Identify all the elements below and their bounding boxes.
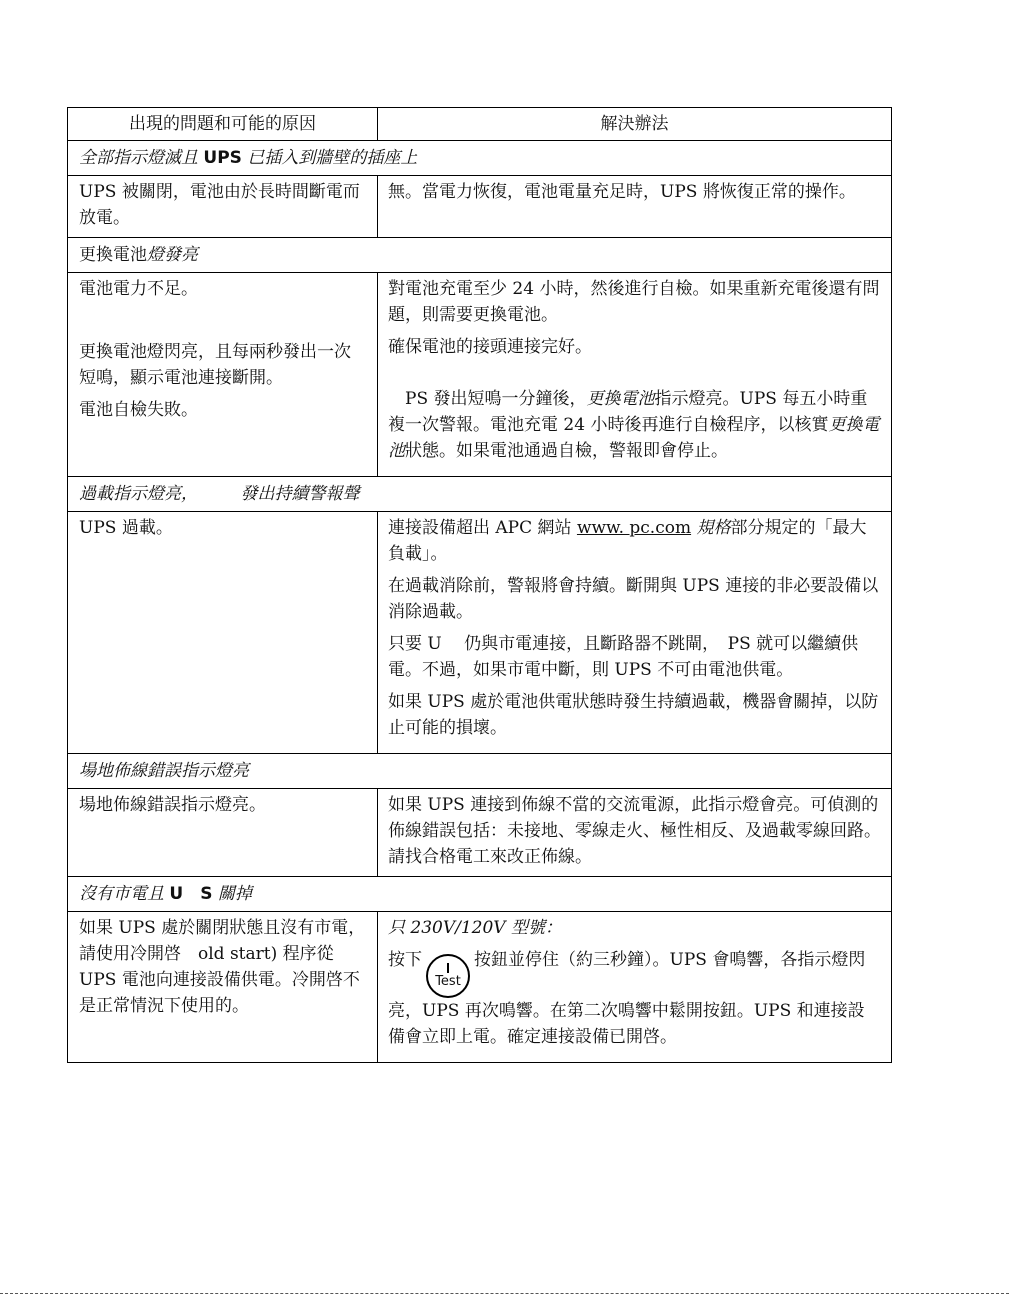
section-heading-no-utility-power — [68, 877, 892, 912]
test-button-label: Test — [435, 974, 461, 989]
section-heading-wiring-fault — [68, 754, 892, 789]
solution-fragment: 按下 — [388, 950, 422, 970]
header-solution: 解決辦法 — [378, 108, 892, 141]
section-heading-replace-battery — [68, 238, 892, 273]
table-row — [68, 273, 892, 477]
solution-fragment-italic: 更換電池 — [388, 415, 880, 461]
troubleshooting-table — [67, 107, 892, 1063]
solution-text — [388, 515, 881, 567]
solution-fragment-italic: 更換電池 — [586, 389, 655, 409]
section-title: 更換電池 — [79, 245, 147, 265]
section-title: 場地佈線錯誤指示燈亮 — [68, 754, 892, 789]
section-title: 已插入到牆壁的插座上 — [241, 148, 418, 168]
solution-fragment: 連接設備超出 APC 網站 — [388, 518, 577, 538]
table-row — [68, 512, 892, 754]
problem-cell: UPS 過載。 — [68, 512, 378, 754]
table-row — [68, 912, 892, 1063]
solution-fragment: 指示燈亮。UPS 每五小時重複一次警報。電池充電 24 小時後再進行自檢程序，以核實 — [388, 389, 868, 435]
apc-website-link[interactable]: www. pc.com — [576, 518, 692, 538]
problem-cell: UPS 被關閉，電池由於長時間斷電而放電。 — [68, 176, 378, 238]
section-heading-all-lights-off — [68, 141, 892, 176]
solution-fragment: 部分規定的「最大負載」。 — [388, 518, 867, 564]
table-header-row — [68, 108, 892, 141]
solution-fragment: PS 發出短鳴一分鐘後， — [388, 389, 587, 409]
solution-note: 只 230V/120V 型號： — [388, 918, 562, 938]
solution-fragment: 狀態。如果電池通過自檢，警報即會停止。 — [405, 441, 728, 461]
solution-text — [388, 947, 881, 1050]
solution-text: 只要 U 仍與市電連接，且斷路器不跳閘， PS 就可以繼續供電。不過，如果市電中斷，則 UPS 不可由電池供電。 — [388, 634, 859, 680]
solution-fragment-italic: 規格 — [696, 518, 731, 538]
section-title: 關掉 — [212, 884, 252, 904]
problem-text: 更換電池燈閃亮，且每兩秒發出一次短鳴，顯示電池連接斷開。 — [79, 342, 351, 388]
solution-text — [388, 386, 881, 464]
problem-cell: 場地佈線錯誤指示燈亮。 — [68, 789, 378, 877]
problem-text: 電池電力不足。 — [79, 279, 198, 299]
table-row — [68, 789, 892, 877]
section-title: 全部指示燈滅且 — [79, 148, 204, 168]
solution-text: 如果 UPS 處於電池供電狀態時發生持續過載，機器會關掉，以防止可能的損壞。 — [388, 692, 879, 738]
solution-text: 對電池充電至少 24 小時，然後進行自檢。如果重新充電後還有問題，則需要更換電池。 — [388, 279, 880, 325]
solution-cell: 如果 UPS 連接到佈線不當的交流電源，此指示燈會亮。可偵測的佈線錯誤包括：未接地、零線走火、極性相反、及過載零線回路。請找合格電工來改正佈線。 — [378, 789, 892, 877]
page-bottom-rule — [0, 1293, 1009, 1294]
problem-cell: 如果 UPS 處於關閉狀態且沒有市電，請使用冷開啓 old start) 程序從 UPS 電池向連接設備供電。冷開啓不是正常情況下使用的。 — [68, 912, 378, 1063]
solution-text: 在過載消除前，警報將會持續。斷開與 UPS 連接的非必要設備以消除過載。 — [388, 576, 879, 622]
problem-text: 電池自檢失敗。 — [79, 400, 198, 420]
test-button-icon — [426, 954, 470, 998]
solution-fragment: 按鈕並停住（約三秒鐘）。UPS 會鳴響，各指示燈閃亮，UPS 再次鳴響。在第二次鳴響中鬆開按鈕。UPS 和連接設備會立即上電。確定連接設備已開啓。 — [388, 950, 866, 1047]
section-title-italic: 燈發亮 — [147, 245, 198, 265]
solution-cell: 無。當電力恢復，電池電量充足時，UPS 將恢復正常的操作。 — [378, 176, 892, 238]
solution-text: 確保電池的接頭連接完好。 — [388, 337, 592, 357]
section-title: 過載指示燈亮， 發出持續警報聲 — [68, 477, 892, 512]
section-title-en: U S — [169, 884, 213, 904]
table-row — [68, 176, 892, 238]
section-title: 沒有市電且 — [79, 884, 170, 904]
section-heading-overload — [68, 477, 892, 512]
header-problem: 出現的問題和可能的原因 — [68, 108, 378, 141]
section-title-en: UPS — [203, 148, 242, 168]
